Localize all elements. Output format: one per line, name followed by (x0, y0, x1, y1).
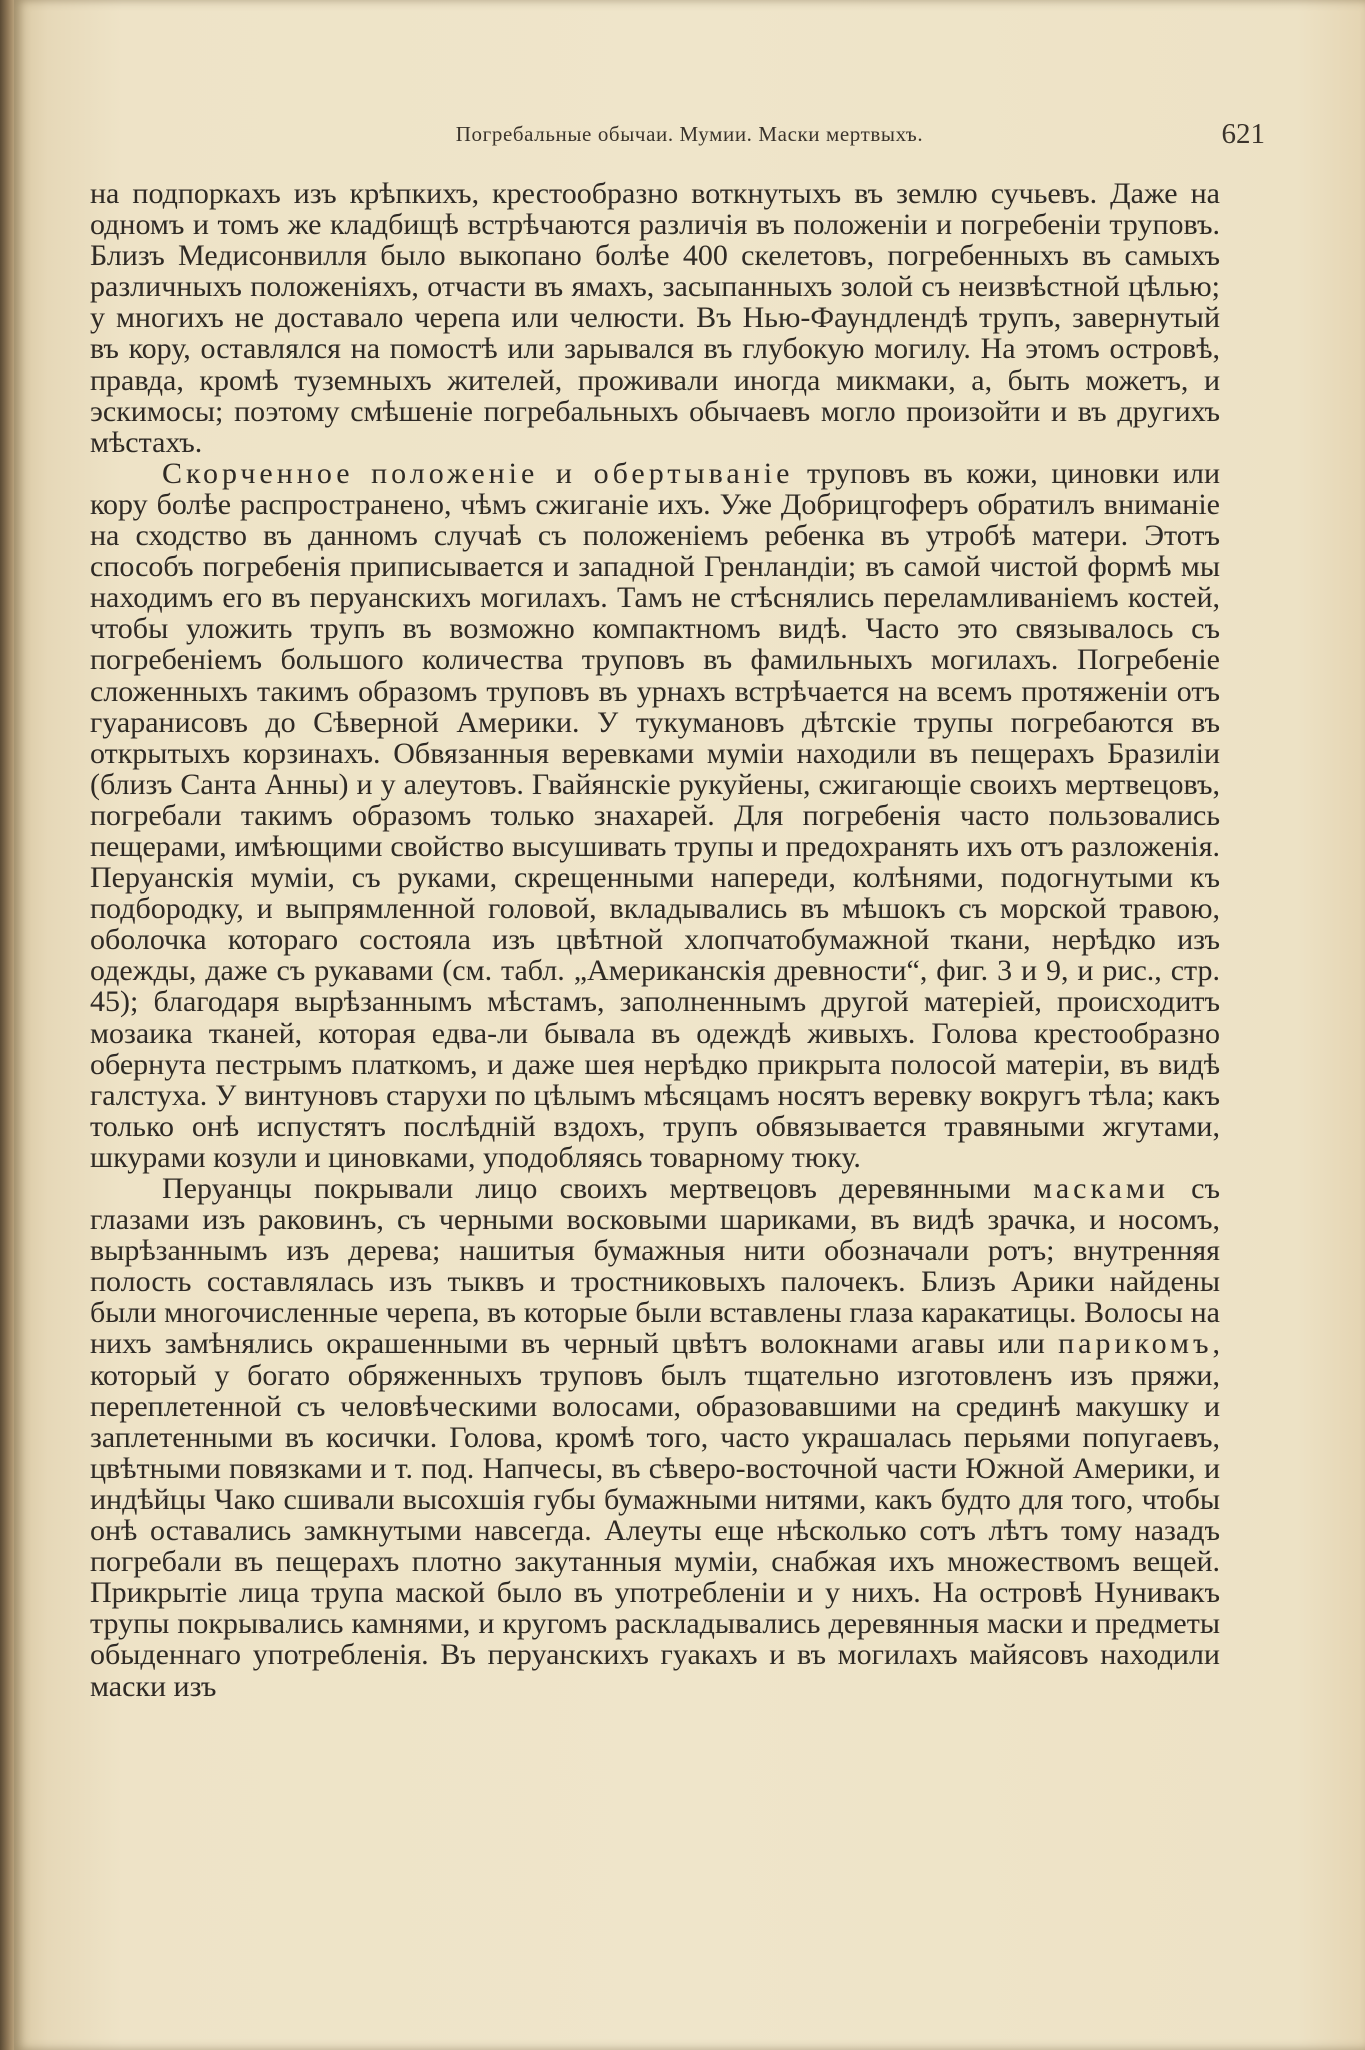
paragraph-3-emphasis-masks: масками (1033, 1172, 1169, 1205)
paragraph-3-emphasis-wig: парикомъ (1058, 1327, 1213, 1361)
body-text (90, 178, 1220, 1702)
paragraph-3 (90, 1173, 1220, 1702)
paragraph-2-text: труповъ въ кожи, циновки или кору болѣе распространено, чѣмъ сжиганіе ихъ. Уже Добрицгоферъ обратилъ вниманіе на сходство въ данномъ случаѣ съ положеніемъ ребенка въ утробѣ матери. Этотъ способъ погребенія приписывается и западной Гренландіи; въ самой чистой формѣ мы находимъ его въ перуанскихъ могилахъ. Тамъ не стѣснялись переламливаніемъ костей, чтобы уложить трупъ въ возможно компактномъ видѣ. Часто это связывалось съ погребеніемъ большого количества труповъ въ фамильныхъ могилахъ. Погребеніе сложенныхъ такимъ образомъ труповъ въ урнахъ встрѣчается на всемъ протяженіи отъ гуаранисовъ до Сѣверной Америки. У тукумановъ дѣтскіе трупы погребаются въ открытыхъ корзинахъ. Обвязанныя веревками муміи находили въ пещерахъ Бразиліи (близъ Санта Анны) и у алеутовъ. Гвайянскіе рукуйены, сжигающіе своихъ мертвецовъ, погребали такимъ образомъ только знахарей. Для погребенія часто пользовались пещерами, имѣющими свойство высушивать трупы и предохранять ихъ отъ разложенія. Перуанскія муміи, съ руками, скрещенными напереди, колѣнями, подогнутыми къ подбородку, и выпрямленной головой, вкладывались въ мѣшокъ съ морской травою, оболочка котораго состояла изъ цвѣтной хлопчатобумажной ткани, нерѣдко изъ одежды, даже съ рукавами (см. табл. „Американскія древности“, фиг. 3 и 9, и рис., стр. 45); благодаря вырѣзаннымъ мѣстамъ, заполненнымъ другой матеріей, происходитъ мозаика тканей, которая едва-ли бывала въ одеждѣ живыхъ. Голова крестообразно обернута пестрымъ платкомъ, и даже шея нерѣдко прикрыта полосой матеріи, въ видѣ галстуха. У винтуновъ старухи по цѣлымъ мѣсяцамъ носятъ веревку вокругъ тѣла; какъ только онѣ испустятъ послѣдній вздохъ, трупъ обвязывается травяными жгутами, шкурами козули и циновками, уподобляясь товарному тюку. (90, 456, 1220, 1174)
paragraph-3-text-middle: съ глазами изъ раковинъ, съ черными восковыми шариками, въ видѣ зрачка, и носомъ, вырѣзаннымъ изъ дерева; нашитыя бумажныя нити обозначали ротъ; внутренняя полость составлялась изъ тыквъ и тростниковыхъ палочекъ. Близъ Арики найдены были многочисленные черепа, въ которые были вставлены глаза каракатицы. Волосы на нихъ замѣнялись окрашенными въ черный цвѣтъ волокнами агавы или (90, 1172, 1220, 1361)
paragraph-1-text: на подпоркахъ изъ крѣпкихъ, крестообразно воткнутыхъ въ землю сучьевъ. Даже на одномъ и томъ же кладбищѣ встрѣчаются различія въ положеніи и погребеніи труповъ. Близъ Медисонвилля было выкопано болѣе 400 скелетовъ, погребенныхъ въ самыхъ различныхъ положеніяхъ, отчасти въ ямахъ, засыпанныхъ золой съ неизвѣстной цѣлью; у многихъ не доставало черепа или челюсти. Въ Нью-Фаундлендѣ трупъ, завернутый въ кору, оставлялся на помостѣ или зарывался въ глубокую могилу. На этомъ островѣ, правда, кромѣ туземныхъ жителей, проживали иногда микмаки, а, быть можетъ, и эскимосы; поэтому смѣшеніе погребальныхъ обычаевъ могло произойти и въ другихъ мѣстахъ. (90, 177, 1220, 459)
page-number: 621 (1221, 118, 1265, 150)
paragraph-2 (90, 458, 1220, 1173)
running-head (104, 118, 1275, 158)
paragraph-3-text-after: , который у богато обряженныхъ труповъ былъ тщательно изготовленъ изъ пряжи, переплетенной съ человѣческими волосами, образовавшими на срединѣ макушку и заплетенными въ косички. Голова, кромѣ того, часто украшалась перьями попугаевъ, цвѣтными повязками и т. под. Напчесы, въ сѣверо-восточной части Южной Америки, и индѣйцы Чако сшивали высохшія губы бумажными нитями, какъ будто для того, чтобы онѣ оставались замкнутыми навсегда. Алеуты еще нѣсколько сотъ лѣтъ тому назадъ погребали въ пещерахъ плотно закутанныя муміи, снабжая ихъ множествомъ вещей. Прикрытіе лица трупа маской было въ употребленіи и у нихъ. На островѣ Нунивакъ трупы покрывались камнями, и кругомъ раскладывались деревянныя маски и предметы обыденнаго употребленія. Въ перуанскихъ гуакахъ и въ могилахъ майясовъ находили маски изъ (90, 1327, 1220, 1703)
paragraph-3-text-before: Перуанцы покрывали лицо своихъ мертвецовъ деревянными (162, 1172, 1034, 1205)
paragraph-1 (90, 178, 1220, 458)
paragraph-2-lead: Скорченное положеніе и обертываніе (162, 456, 794, 490)
running-title: Погребальные обычаи. Мумии. Маски мертвыхъ. (455, 122, 924, 146)
